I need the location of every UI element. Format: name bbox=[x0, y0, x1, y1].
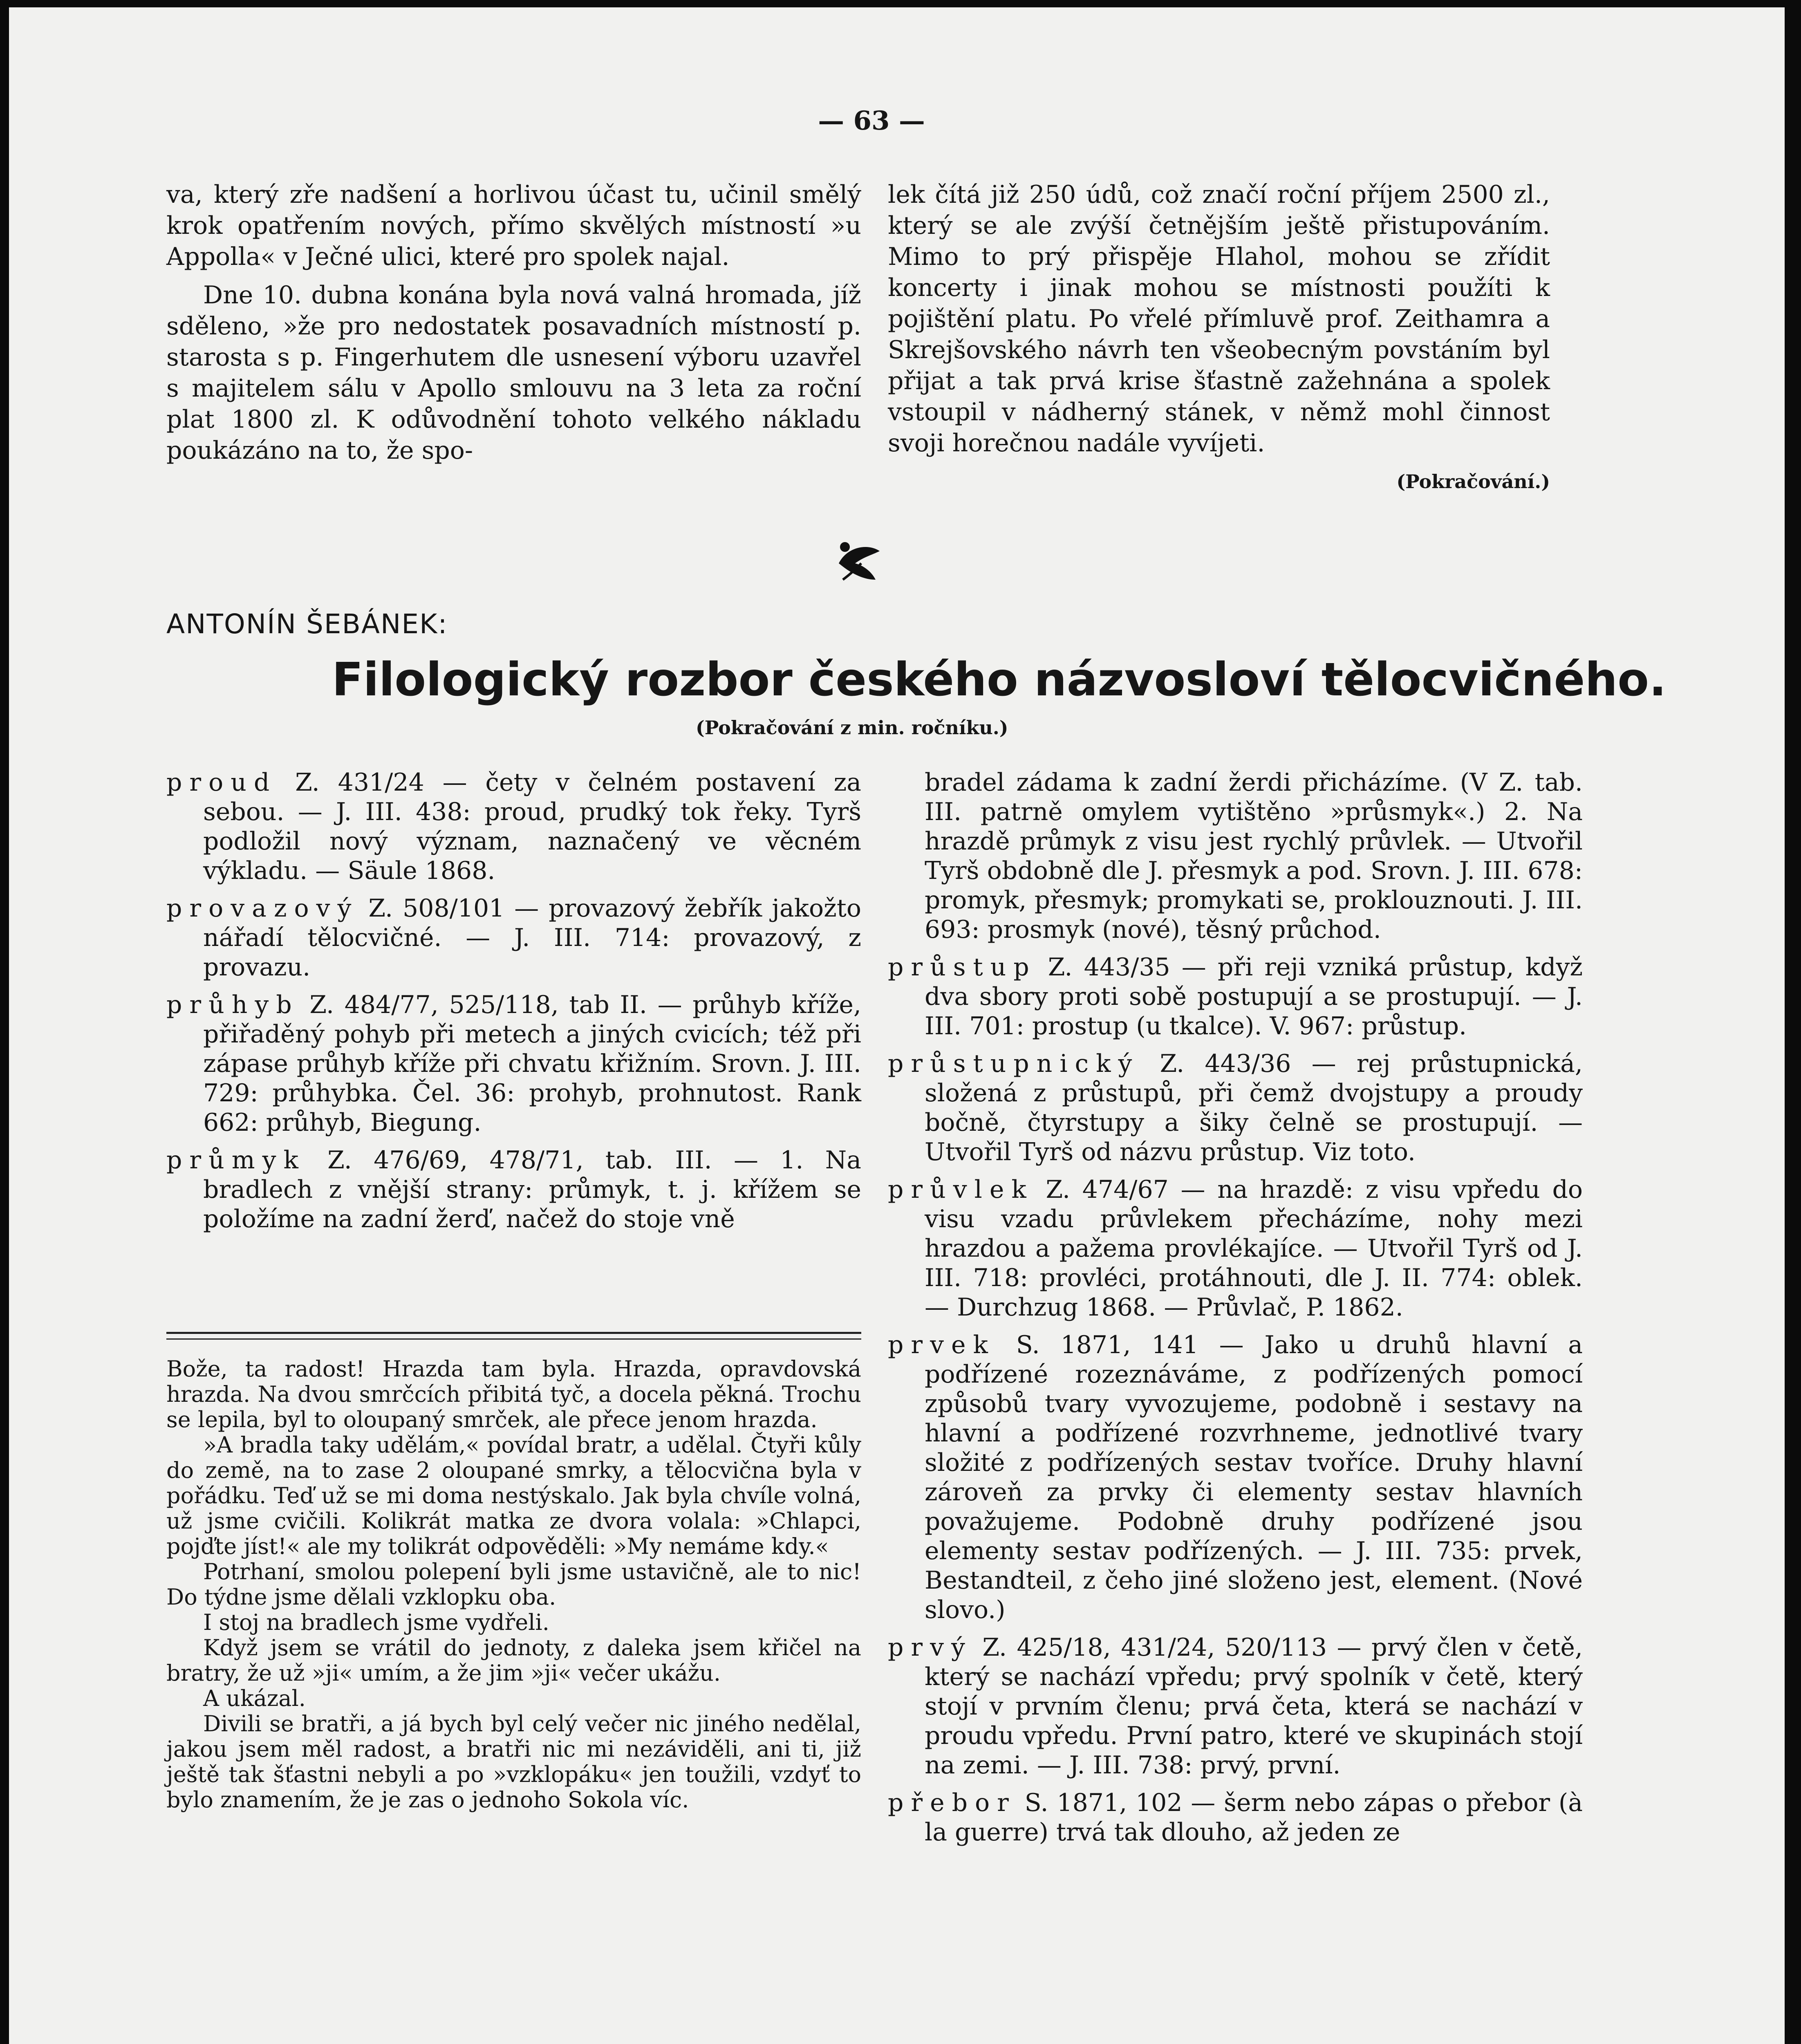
dictionary-entry bbox=[888, 768, 1583, 944]
entry-headword: průstup bbox=[888, 953, 1037, 982]
entry-headword: prvek bbox=[888, 1331, 995, 1359]
entry-text: Z. 431/24 — čety v čelném postavení za sebou. — J. III. 438: proud, prudký tok řeky. Tyrš podložil nový význam, naznačený ve věcném výkladu. — Säule 1868. bbox=[203, 768, 861, 885]
dictionary-entry bbox=[166, 1145, 861, 1234]
dictionary-entry bbox=[888, 1330, 1583, 1625]
dictionary-entry bbox=[888, 1788, 1583, 1847]
story-paragraph: »A bradla taky udělám,« povídal bratr, a udělal. Čtyři kůly do země, na to zase 2 oloupané smrky, a tělocvična byla v pořádku. Teď už se mi doma nestýskalo. Jak byla chvíle volná, už jsme cvičili. Kolikrát matka ze dvora volala: »Chlapci, pojďte jíst!« ale my tolikrát odpověděli: »My nemáme kdy.« bbox=[166, 1432, 861, 1559]
article-title: Filologický rozbor českého názvosloví tělocvičného. bbox=[332, 653, 1667, 706]
dictionary-entry bbox=[888, 953, 1583, 1041]
dictionary-entry bbox=[888, 1049, 1583, 1167]
entry-text: bradel zádama k zadní žerdi přicházíme. (V Z. tab. III. patrně omylem vytištěno »průsmyk«.) 2. Na hrazdě průmyk z visu jest rychlý průvlek. — Utvořil Tyrš obdobně dle J. přesmyk a pod. Srovn. J. III. 678: promyk, přesmyk; promykati se, proklouznouti. J. III. 693: prosmyk (nové), těsný průchod. bbox=[925, 768, 1583, 944]
story-text bbox=[166, 1356, 861, 1813]
leaf-ornament-icon bbox=[831, 535, 892, 588]
entry-text: S. 1871, 102 — šerm nebo zápas o přebor (à la guerre) trvá tak dlouho, až jeden ze bbox=[925, 1788, 1583, 1847]
entry-text: Z. 443/36 — rej průstupnická, složená z průstupů, při čemž dvojstupy a proudy bočně, čtyrstupy a šiky čelně se prostupují. — Utvořil Tyrš od názvu průstup. Viz toto. bbox=[925, 1049, 1583, 1166]
entry-text: Z. 425/18, 431/24, 520/113 — prvý člen v četě, který se nachází vpředu; prvý spolník v četě, který stojí v prvním členu; prvá četa, která se nachází v proudu vpředu. První patro, které ve skupinách stojí na zemi. — J. III. 738: prvý, první. bbox=[925, 1633, 1583, 1780]
story-paragraph: Bože, ta radost! Hrazda tam byla. Hrazda, opravdovská hrazda. Na dvou smrčcích přibitá tyč, a docela pěkná. Trochu se lepila, byl to oloupaný smrček, ale přece jenom hrazda. bbox=[166, 1356, 861, 1432]
page bbox=[9, 7, 1785, 2044]
entry-headword: provazový bbox=[166, 894, 359, 923]
entry-headword: proud bbox=[166, 768, 277, 797]
dictionary-entry bbox=[888, 1633, 1583, 1780]
entry-text: Z. 474/67 — na hrazdě: z visu vpředu do visu vzadu průvlekem přecházíme, nohy mezi hrazdou a pažema provlékajíce. — Utvořil Tyrš od J. III. 718: provléci, protáhnouti, dle J. II. 774: oblek. — Durchzug 1868. — Průvlač, P. 1862. bbox=[925, 1175, 1583, 1322]
entry-text: Z. 484/77, 525/118, tab II. — průhyb kříže, přiřaděný pohyb při metech a jiných cvicích; též při zápase průhyb kříže při chvatu křižním. Srovn. J. III. 729: průhybka. Čel. 36: prohyb, prohnutost. Rank 662: průhyb, Biegung. bbox=[203, 991, 861, 1137]
entry-text: Z. 508/101 — provazový žebřík jakožto nářadí tělocvičné. — J. III. 714: provazový, z provazu. bbox=[203, 894, 861, 982]
story-paragraph: I stoj na bradlech jsme vydřeli. bbox=[203, 1609, 549, 1635]
paragraph: Dne 10. dubna konána byla nová valná hromada, jíž sděleno, »že pro nedostatek posavadních místností p. starosta s p. Fingerhutem dle usnesení výboru uzavřel s majitelem sálu v Apollo smlouvu na 3 leta za roční plat 1800 zl. K odůvodnění tohoto velkého nákladu poukázáno na to, že spo- bbox=[166, 281, 861, 465]
top-right-column bbox=[888, 179, 1550, 497]
story-paragraph: Potrhaní, smolou polepení byli jsme ustavičně, ale to nic! Do týdne jsme dělali vzklopku oba. bbox=[166, 1559, 861, 1610]
story-paragraph: Když jsem se vrátil do jednoty, z daleka jsem křičel na bratry, že už »ji« umím, a že jim »ji« večer ukážu. bbox=[166, 1635, 861, 1686]
entry-headword: průhyb bbox=[166, 991, 299, 1019]
continued-note: (Pokračování.) bbox=[1396, 471, 1550, 493]
paragraph: va, který zře nadšení a horlivou účast tu, učinil smělý krok opatřením nových, přímo skvělých místností »u Appolla« v Ječné ulici, které pro spolek najal. bbox=[166, 180, 861, 271]
article-subtitle: (Pokračování z min. ročníku.) bbox=[696, 717, 1008, 739]
author-name: ANTONÍN ŠEBÁNEK: bbox=[166, 608, 448, 640]
story-paragraph: A ukázal. bbox=[203, 1685, 306, 1711]
entry-headword: průmyk bbox=[166, 1146, 306, 1174]
entry-headword: průstupnický bbox=[888, 1049, 1140, 1078]
divider bbox=[166, 1338, 861, 1340]
top-left-column bbox=[166, 179, 861, 473]
dictionary-entry bbox=[166, 894, 861, 982]
story-paragraph: Divili se bratři, a já bych byl celý večer nic jiného nedělal, jakou jsem měl radost, a bratři nic mi nezáviděli, ani ti, již ještě tak šťastni nebyli a po »vzklopáku« jen toužili, vzdyť to bylo znamením, že je zas o jednoho Sokola víc. bbox=[166, 1711, 861, 1813]
dictionary-entry bbox=[888, 1175, 1583, 1322]
entry-text: S. 1871, 141 — Jako u druhů hlavní a podřízené rozeznáváme, z podřízených pomocí způsobů tvary vyvozujeme, podobně i sestavy na hlavní a podřízené rozvrhneme, jednotlivé tvary složité z podřízených sestav tvoříce. Druhy hlavní zároveň za prvky či elementy sestav hlavních považujeme. Podobně druhy podřízené jsou elementy sestav podřízených. — J. III. 735: prvek, Bestandteil, z čeho jiné složeno jest, element. (Nové slovo.) bbox=[925, 1331, 1583, 1624]
entry-text: Z. 476/69, 478/71, tab. III. — 1. Na bradlech z vnější strany: průmyk, t. j. křížem se položíme na zadní žerď, načež do stoje vně bbox=[203, 1146, 861, 1233]
entry-headword: průvlek bbox=[888, 1175, 1034, 1204]
right-entries bbox=[888, 768, 1583, 1855]
page-number: — 63 — bbox=[818, 105, 925, 136]
paragraph: lek čítá již 250 údů, což značí roční příjem 2500 zl., který se ale zvýší četnějším ještě přistupováním. Mimo to prý přispěje Hlahol, mohou se zřídit koncerty i jinak mohou se místnosti použíti k pojištění platu. Po vřelé přímluvě prof. Zeithamra a Skrejšovského návrh ten všeobecným povstáním byl přijat a tak prvá krise šťastně zažehnána a spolek vstoupil v nádherný stánek, v němž mohl činnost svoji horečnou nadále vyvíjeti. bbox=[888, 180, 1550, 457]
dictionary-entry bbox=[166, 768, 861, 885]
dictionary-entry bbox=[166, 990, 861, 1137]
left-entries bbox=[166, 768, 861, 1242]
entry-text: Z. 443/35 — při reji vzniká průstup, když dva sbory proti sobě postupují a se prostupují. — J. III. 701: prostup (u tkalce). V. 967: průstup. bbox=[925, 953, 1583, 1040]
entry-headword: prvý bbox=[888, 1633, 972, 1662]
divider bbox=[166, 1332, 861, 1334]
entry-headword: přebor bbox=[888, 1788, 1016, 1817]
